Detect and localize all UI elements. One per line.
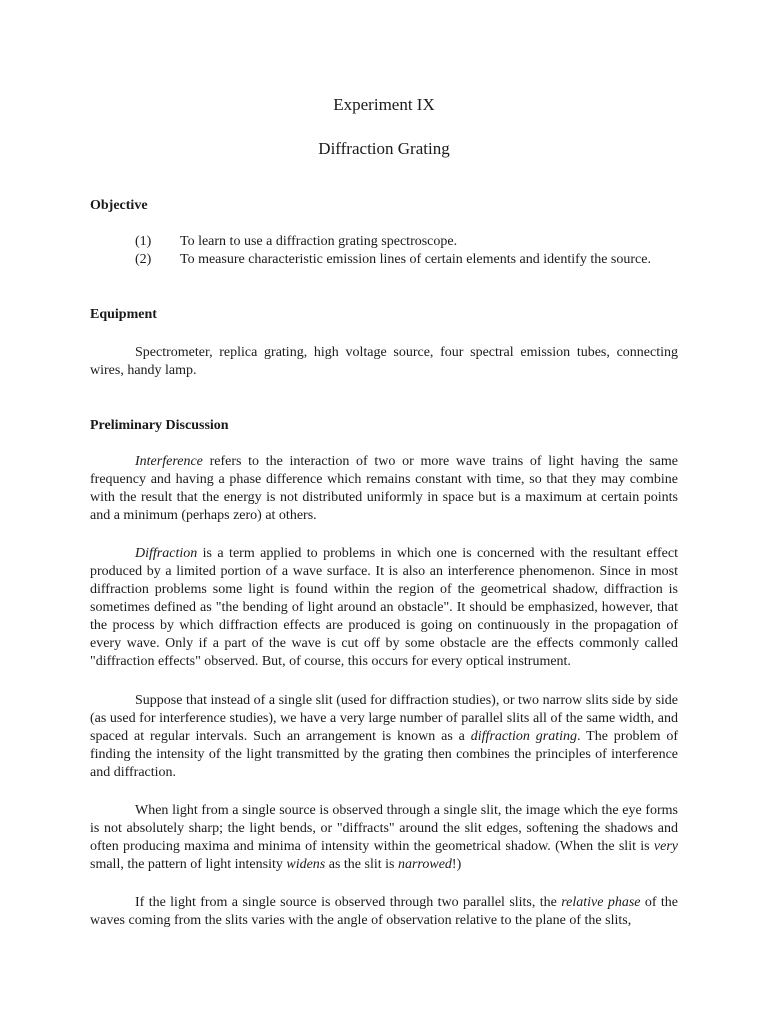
paragraph-text: Suppose that instead of a single slit (used for diffraction studies), or two narrow slits side by side (as used for interference studies), we have a very large number of parallel slits all of the same width, and spaced at regular intervals. Such an arrangement is known as a xyxy=(90,693,678,744)
paragraph-text: as the slit is xyxy=(325,857,398,872)
paragraph-text: !) xyxy=(451,857,462,872)
equipment-text: Spectrometer, replica grating, high voltage source, four spectral emission tubes, connecting wires, handy lamp. xyxy=(90,345,678,378)
list-item xyxy=(90,251,690,269)
paragraph-grating xyxy=(90,692,678,782)
emphasis-text: diffraction grating xyxy=(470,729,578,744)
paragraph-text: If the light from a single source is observed through two parallel slits, the xyxy=(135,895,562,910)
paragraph-diffraction xyxy=(90,545,678,671)
document-title: Experiment IX xyxy=(333,95,435,114)
paragraph-two-slits xyxy=(90,894,678,930)
objective-list xyxy=(90,233,690,269)
list-item-text: To measure characteristic emission lines of certain elements and identify the source. xyxy=(180,252,651,267)
objective-heading: Objective xyxy=(90,198,148,213)
paragraph-text: refers to the interaction of two or more wave trains of light having the same frequency and having a phase difference which remains constant with time, so that they may combine with the result that the energy is not distributed uniformly in space but is a maximum at certain points and a minimum (perhaps zero) at others. xyxy=(90,454,678,523)
emphasis-text: relative phase xyxy=(561,895,641,910)
list-item xyxy=(90,233,690,251)
emphasis-text: Interference xyxy=(135,454,203,469)
list-item-text: To learn to use a diffraction grating spectroscope. xyxy=(180,234,458,249)
paragraph-text: of the waves coming from the slits varies with the angle of observation relative to the plane of the slits, xyxy=(90,895,679,928)
paragraph-text: is a term applied to problems in which one is concerned with the resultant effect produced by a limited portion of a wave surface. It is also an interference phenomenon. Since in most diffraction problems some light is found within the region of the geometrical shadow, diffraction is sometimes defined as "the bending of light around an obstacle". It should be emphasized, however, that the process by which diffraction effects are produced is going on continuously in the propagation of every wave. Only if a part of the wave is cut off by some obstacle are the effects commonly called "diffraction effects" observed. But, of course, this occurs for every optical instrument. xyxy=(90,546,678,669)
document-subtitle: Diffraction Grating xyxy=(318,139,450,158)
emphasis-text: widens xyxy=(286,857,326,872)
emphasis-text: Diffraction xyxy=(135,546,198,561)
list-item-number: (2) xyxy=(135,252,152,267)
equipment-heading: Equipment xyxy=(90,307,157,322)
list-item-number: (1) xyxy=(135,234,152,249)
emphasis-text: very xyxy=(653,839,678,854)
discussion-heading: Preliminary Discussion xyxy=(90,418,229,433)
paragraph-single-slit xyxy=(90,802,678,874)
paragraph-text: When light from a single source is observed through a single slit, the image which the eye forms is not absolutely sharp; the light bends, or "diffracts" around the slit edges, softening the shadows and often producing maxima and minima of intensity within the geometrical shadow. (When the slit is xyxy=(90,803,678,854)
equipment-paragraph xyxy=(90,344,678,380)
emphasis-text: narrowed xyxy=(397,857,452,872)
paragraph-interference xyxy=(90,453,678,525)
paragraph-text: small, the pattern of light intensity xyxy=(90,857,287,872)
paragraph-text: . The problem of finding the intensity of the light transmitted by the grating then combines the principles of interference and diffraction. xyxy=(90,729,678,780)
